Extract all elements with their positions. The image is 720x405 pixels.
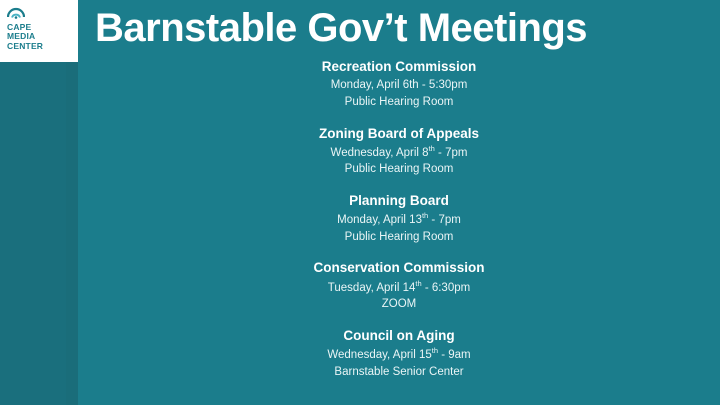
- logo-line-2: MEDIA: [7, 31, 36, 42]
- meeting-location: Public Hearing Room: [344, 230, 454, 243]
- meeting-date-ordinal: th: [421, 211, 429, 221]
- meeting-location: ZOOM: [381, 298, 417, 311]
- list-item: [78, 258, 720, 312]
- list-item: [78, 57, 720, 111]
- meeting-time: - 6:30pm: [421, 281, 471, 294]
- meeting-name: Council on Aging: [343, 327, 455, 343]
- meeting-time: - 7pm: [434, 146, 468, 159]
- meeting-name: Zoning Board of Appeals: [319, 125, 479, 141]
- meeting-name: Conservation Commission: [313, 260, 485, 276]
- meeting-datetime: [78, 77, 720, 94]
- wave-arc-icon: [7, 6, 25, 18]
- meeting-list: [78, 57, 720, 393]
- meeting-date-main: Tuesday, April 14: [327, 281, 416, 294]
- meeting-time: - 7pm: [428, 214, 461, 227]
- cape-media-center-logo: [0, 0, 78, 62]
- meeting-date-ordinal: th: [415, 278, 422, 288]
- meeting-date-ordinal: th: [428, 143, 435, 153]
- meeting-date-main: Monday, April 13: [337, 214, 422, 227]
- meeting-location: Barnstable Senior Center: [334, 365, 464, 378]
- meeting-datetime: [78, 346, 720, 364]
- meeting-location: Public Hearing Room: [344, 95, 454, 108]
- meeting-datetime: [78, 144, 720, 162]
- meeting-date-ordinal: th: [431, 346, 439, 356]
- meeting-datetime: [78, 279, 720, 297]
- meeting-date-main: Wednesday, April 15: [327, 348, 432, 361]
- logo-wordmark: [7, 23, 43, 52]
- list-item: [78, 124, 720, 178]
- list-item: [78, 326, 720, 380]
- meeting-name: Planning Board: [349, 193, 449, 209]
- page-title: Barnstable Gov’t Meetings: [95, 6, 588, 50]
- meeting-date-main: Wednesday, April 8: [330, 146, 429, 159]
- list-item: [78, 191, 720, 245]
- meeting-datetime: [78, 211, 720, 229]
- meeting-date-main: Monday, April 6th - 5:30pm: [330, 79, 468, 92]
- meeting-time: - 9am: [438, 348, 471, 361]
- meeting-name: Recreation Commission: [321, 59, 477, 74]
- logo-line-1: CAPE: [7, 21, 32, 32]
- meeting-location: Public Hearing Room: [344, 163, 454, 176]
- logo-line-3: CENTER: [7, 40, 44, 51]
